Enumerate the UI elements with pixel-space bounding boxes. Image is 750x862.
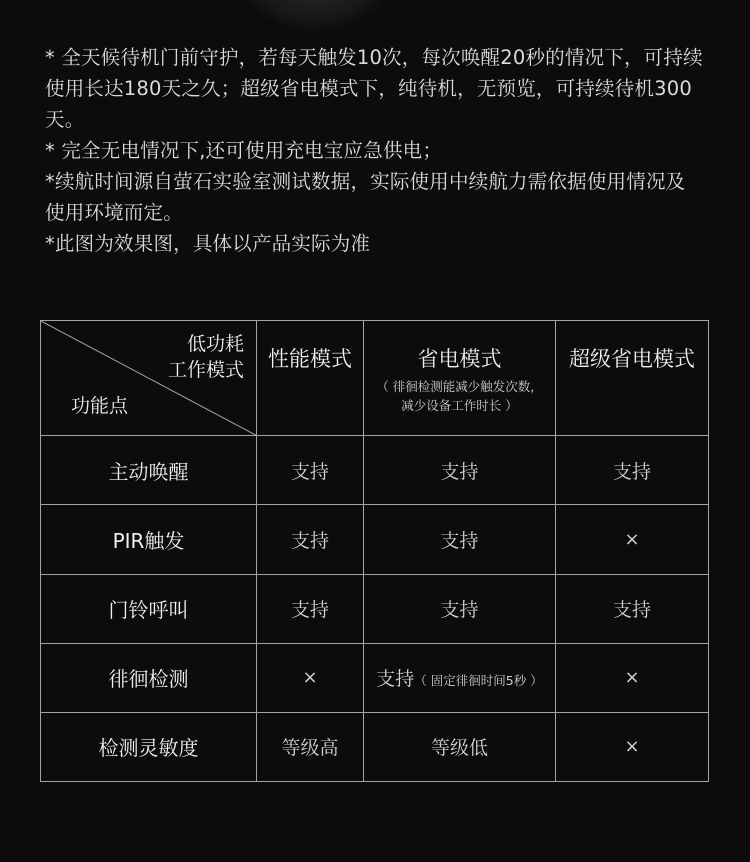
note-battery-life: * 全天候待机门前守护，若每天触发10次，每次唤醒20秒的情况下，可持续使用长达180天之久；超级省电模式下，纯待机，无预览，可持续待机300天。 (45, 46, 703, 131)
corner-cell (41, 321, 257, 436)
feature-loiter-detection: 徘徊检测 (41, 643, 257, 712)
corner-mode-label: 低功耗 工作模式 (167, 333, 244, 381)
cell-power-saving: 支持 (364, 505, 556, 574)
feature-pir-trigger: PIR触发 (41, 505, 257, 574)
device-silhouette (240, 0, 390, 30)
loiter-time-note: （ 固定徘徊时间5秒 ） (414, 673, 543, 689)
corner-feature-label: 功能点 (71, 395, 129, 418)
cell-power-saving: 支持 (364, 436, 556, 505)
cell-super-saving: 支持 (556, 436, 709, 505)
mode-performance: 性能模式 (257, 321, 364, 436)
note-power-bank: * 完全无电情况下,还可使用充电宝应急供电； (45, 139, 443, 162)
feature-detection-sensitivity: 检测灵敏度 (41, 712, 257, 781)
cell-power-saving: 支持 (364, 574, 556, 643)
note-test-data: *续航时间源自萤石实验室测试数据，实际使用中续航力需依据使用情况及使用环境而定。 (45, 170, 686, 224)
cell-super-saving: × (556, 712, 709, 781)
mode-power-saving-note: （ 徘徊检测能减少触发次数， 减少设备工作时长 ） (376, 379, 543, 413)
table-row (41, 643, 709, 712)
footnotes (45, 42, 705, 259)
mode-super-saving: 超级省电模式 (556, 321, 709, 436)
table-header-row (41, 321, 709, 436)
table-row (41, 436, 709, 505)
cell-power-saving: 等级低 (364, 712, 556, 781)
table-row (41, 712, 709, 781)
feature-doorbell-call: 门铃呼叫 (41, 574, 257, 643)
feature-active-wake: 主动唤醒 (41, 436, 257, 505)
cell-performance: 支持 (257, 505, 364, 574)
cell-performance: × (257, 643, 364, 712)
mode-comparison-table (40, 320, 709, 782)
cell-power-saving: 支持（ 固定徘徊时间5秒 ） (364, 643, 556, 712)
mode-power-saving: 省电模式 （ 徘徊检测能减少触发次数， 减少设备工作时长 ） (364, 321, 556, 436)
cell-performance: 等级高 (257, 712, 364, 781)
table-row (41, 574, 709, 643)
cell-super-saving: 支持 (556, 574, 709, 643)
table-row (41, 505, 709, 574)
cell-super-saving: × (556, 643, 709, 712)
note-illustration: *此图为效果图，具体以产品实际为准 (45, 232, 371, 255)
cell-performance: 支持 (257, 436, 364, 505)
cell-super-saving: × (556, 505, 709, 574)
cell-performance: 支持 (257, 574, 364, 643)
